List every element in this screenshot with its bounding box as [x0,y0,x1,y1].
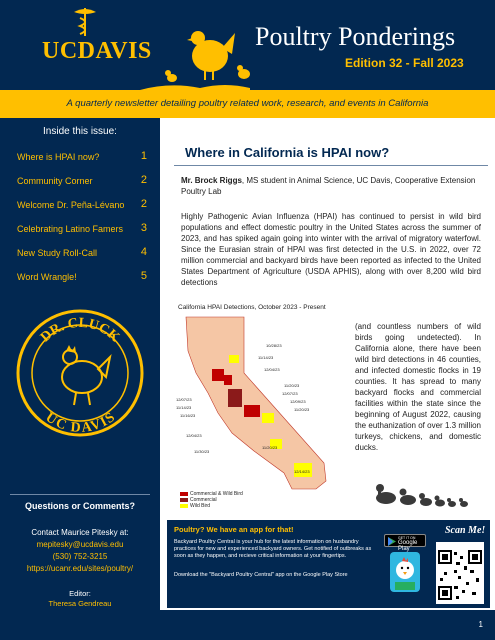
legend-item [180,503,243,509]
page-number: 1 [478,620,483,629]
toc-item[interactable] [17,222,147,246]
contact-block [10,527,150,575]
dr-cluck-seal [12,273,148,473]
toc-item-page: 4 [140,246,147,258]
county-commercial-wild [212,369,224,381]
contact-url[interactable]: https://ucanr.edu/sites/poultry/ [26,564,134,573]
tagline-band [0,90,495,118]
app-promo [167,520,490,608]
scan-me-label: Scan Me! [445,525,486,536]
toc-item[interactable] [17,246,147,270]
app-download-text: Download the "Backyard Poultry Central" app on the Google Play Store [174,572,348,578]
article-body: Highly Pathogenic Avian Influenza (HPAI) has continued to persist in wild bird populations and effect domestic poultry in the United States across the summer of 2023, and has spiked again going into winter with the arrival of migratory waterfowl. Since the Eurasian strain of HPAI was first detected in the U.S. in 2022, over 72 million commercial and backyard birds have been reported as infected to the United States Department of Agriculture (USDA APHIS), along with over 8,200 wild bird detections [181,212,481,287]
ucd-logo [40,6,130,38]
toc-title: Inside this issue: [43,126,117,137]
footer [0,610,495,640]
map-title: California HPAI Detections, October 2023 - Present [178,304,326,311]
hpai-map [174,303,350,520]
map-date-label: 12/14/23 [294,469,310,474]
legend-swatch [180,492,188,496]
map-date-label: 11/16/23 [180,413,196,418]
qr-code[interactable] [436,542,484,604]
toc-item-label: Community Corner [17,176,93,186]
map-date-label: 10/28/23 [266,343,282,348]
map-date-label: 12/04/23 [186,433,202,438]
app-promo-title: Poultry? We have an app for that! [174,525,294,534]
seal-bottom-text: UC DAVIS [42,410,118,437]
badge-small-text: GET IT ON [398,536,416,540]
caduceus-icon [70,6,100,38]
toc-item-page: 2 [140,174,147,186]
toc-item[interactable] [17,174,147,198]
toc-item-label: Celebrating Latino Famers [17,224,124,234]
toc-item-label: Where is HPAI now? [17,152,100,162]
toc-item-page: 5 [140,270,147,282]
masthead [0,0,495,90]
chicken-app-icon [390,552,420,592]
toc-item-label: New Study Roll-Call [17,248,98,258]
county-commercial [228,389,242,407]
legend-swatch [180,498,188,502]
map-date-label: 11/30/23 [194,449,210,454]
toc-item-page: 1 [140,150,147,162]
toc-item-page: 3 [140,222,147,234]
map-date-label: 11/20/23 [284,383,300,388]
chicken-silhouettes [140,8,250,90]
qr-code-icon [436,542,484,604]
toc-item-label: Word Wrangle! [17,272,77,282]
byline [181,175,481,197]
toc-item-page: 2 [140,198,147,210]
legend-label: Commercial & Wild Bird [190,491,243,497]
questions-title: Questions or Comments? [24,501,135,511]
rooster-icon [62,345,110,405]
toc-item[interactable] [17,198,147,222]
map-date-label: 11/14/23 [258,355,274,360]
map-date-label: 11/14/23 [176,405,192,410]
app-icon[interactable] [390,552,420,592]
article-title: Where in California is HPAI now? [185,145,390,160]
title-divider [174,165,488,166]
map-date-label: 12/04/23 [264,367,280,372]
map-legend [180,491,243,509]
contact-label: Contact Maurice Pitesky at: [31,528,129,537]
legend-label: Wild Bird [190,503,211,509]
play-store-icon [388,537,396,546]
toc-item-label: Welcome Dr. Peña-Lévano [17,200,125,210]
ducks-illustration [372,470,482,510]
county-commercial-wild [244,405,260,417]
newsletter-title: Poultry Ponderings [255,22,456,51]
edition-label: Edition 32 - Fall 2023 [345,56,464,70]
badge-big-text: Google Play [398,540,418,552]
article-body-column: (and countless numbers of wild birds going undetected). In California alone, there have been wild bird detections in 46 counties, and infected domestic flocks in 19 counties. It has spread to many backyard flocks and commercial facilities within the state since the beginning of August 2022, causing the euthanization of over 1.3 million turkeys, chickens, and domestic ducks. [355,322,481,452]
byline-affiliation: , MS student in Animal Science, UC Davis, Cooperative Extension Poultry Lab [181,176,476,196]
toc-item[interactable] [17,150,147,174]
legend-label: Commercial [190,497,217,503]
ucdavis-wordmark: UCDAVIS [42,38,152,64]
contact-phone: (530) 752-3215 [52,552,108,561]
app-promo-description: Backyard Poultry Central is your hub for the latest information on husbandry practices for new and experienced backyard owners. Get notified of outbreaks as soon as they happen, and recieve critical information at your fingertips. [174,539,372,559]
map-date-label: 12/07/23 [282,391,298,396]
legend-swatch [180,504,188,508]
contact-email[interactable]: mepitesky@ucdavis.edu [36,540,124,549]
county-wild [262,413,274,423]
editor-name: Theresa Gendreau [48,599,112,608]
contact-section [10,494,150,619]
seal-top-text: DR. CLUCK [37,315,123,346]
map-date-label: 12/09/23 [290,399,306,404]
county-commercial-wild [224,375,232,385]
google-play-badge[interactable] [384,534,426,552]
california-map [174,313,350,503]
tagline: A quarterly newsletter detailing poultry related work, research, and events in California [66,98,429,109]
byline-name: Mr. Brock Riggs [181,176,242,185]
county-wild [229,355,239,363]
map-date-label: 11/20/23 [294,407,310,412]
map-date-label: 12/07/23 [176,397,192,402]
map-date-label: 11/20/23 [262,445,278,450]
editor-label: Editor: [69,589,91,598]
sidebar [0,118,160,640]
